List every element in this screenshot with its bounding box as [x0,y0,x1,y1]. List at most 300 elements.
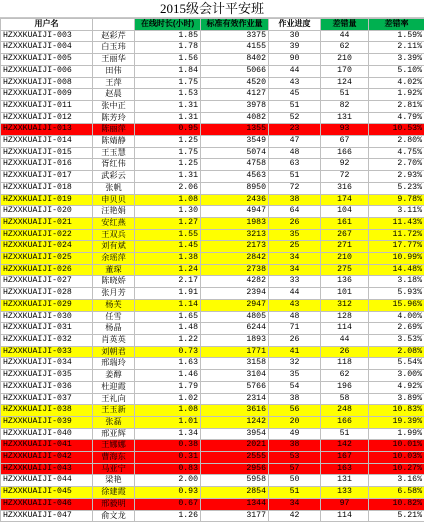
cell-online-hours[interactable]: 1.31 [135,112,201,124]
cell-online-hours[interactable]: 0.31 [135,452,201,464]
cell-errors[interactable]: 170 [321,65,369,77]
header-volume[interactable]: 标准有效作业量 [201,19,269,31]
cell-username[interactable]: HZXXKUAIJI-034 [1,358,93,370]
cell-volume[interactable]: 8402 [201,54,269,66]
cell-volume[interactable]: 3549 [201,136,269,148]
cell-name[interactable]: 张帆 [93,182,135,194]
cell-online-hours[interactable]: 0.67 [135,498,201,510]
cell-progress[interactable]: 38 [269,440,321,452]
cell-progress[interactable]: 20 [269,416,321,428]
cell-progress[interactable]: 39 [269,42,321,54]
cell-username[interactable]: HZXXKUAIJI-026 [1,264,93,276]
cell-error-rate[interactable]: 4.02% [369,77,424,89]
cell-error-rate[interactable]: 5.54% [369,358,424,370]
cell-volume[interactable]: 4155 [201,42,269,54]
cell-volume[interactable]: 4520 [201,77,269,89]
cell-errors[interactable]: 271 [321,241,369,253]
cell-online-hours[interactable]: 1.45 [135,241,201,253]
cell-username[interactable]: HZXXKUAIJI-011 [1,100,93,112]
cell-online-hours[interactable]: 1.79 [135,381,201,393]
cell-online-hours[interactable]: 1.02 [135,393,201,405]
cell-progress[interactable]: 26 [269,334,321,346]
cell-volume[interactable]: 4127 [201,89,269,101]
cell-errors[interactable]: 248 [321,405,369,417]
cell-volume[interactable]: 2854 [201,487,269,499]
cell-errors[interactable]: 118 [321,358,369,370]
cell-volume[interactable]: 8950 [201,182,269,194]
cell-error-rate[interactable]: 2.69% [369,323,424,335]
cell-error-rate[interactable]: 14.48% [369,264,424,276]
cell-progress[interactable]: 64 [269,206,321,218]
cell-progress[interactable]: 71 [269,323,321,335]
cell-progress[interactable]: 51 [269,171,321,183]
cell-errors[interactable]: 104 [321,206,369,218]
cell-online-hours[interactable]: 1.91 [135,288,201,300]
cell-volume[interactable]: 2394 [201,288,269,300]
cell-name[interactable]: 汪艳娟 [93,206,135,218]
cell-online-hours[interactable]: 0.38 [135,440,201,452]
cell-error-rate[interactable]: 10.03% [369,452,424,464]
cell-error-rate[interactable]: 15.96% [369,299,424,311]
cell-volume[interactable]: 3158 [201,358,269,370]
header-errors[interactable]: 差错量 [321,19,369,31]
cell-volume[interactable]: 5074 [201,147,269,159]
cell-name[interactable]: 王玉慧 [93,147,135,159]
cell-progress[interactable]: 34 [269,264,321,276]
cell-name[interactable]: 梁艳 [93,475,135,487]
cell-username[interactable]: HZXXKUAIJI-028 [1,288,93,300]
cell-name[interactable]: 邢瑞玲 [93,358,135,370]
cell-online-hours[interactable]: 1.08 [135,405,201,417]
cell-errors[interactable]: 136 [321,276,369,288]
cell-errors[interactable]: 163 [321,463,369,475]
cell-error-rate[interactable]: 10.01% [369,440,424,452]
cell-errors[interactable]: 210 [321,253,369,265]
cell-error-rate[interactable]: 19.39% [369,416,424,428]
cell-online-hours[interactable]: 1.55 [135,229,201,241]
cell-username[interactable]: HZXXKUAIJI-017 [1,171,93,183]
cell-username[interactable]: HZXXKUAIJI-025 [1,253,93,265]
cell-online-hours[interactable]: 1.25 [135,159,201,171]
cell-progress[interactable]: 48 [269,311,321,323]
cell-errors[interactable]: 131 [321,112,369,124]
cell-username[interactable]: HZXXKUAIJI-014 [1,136,93,148]
cell-online-hours[interactable]: 1.75 [135,77,201,89]
cell-progress[interactable]: 43 [269,299,321,311]
cell-online-hours[interactable]: 1.14 [135,299,201,311]
cell-error-rate[interactable]: 10.27% [369,463,424,475]
cell-username[interactable]: HZXXKUAIJI-030 [1,311,93,323]
cell-errors[interactable]: 114 [321,323,369,335]
cell-volume[interactable]: 1242 [201,416,269,428]
cell-name[interactable]: 王萍 [93,77,135,89]
cell-volume[interactable]: 3375 [201,30,269,42]
cell-name[interactable]: 张月芳 [93,288,135,300]
cell-name[interactable]: 武彩云 [93,171,135,183]
cell-progress[interactable]: 44 [269,288,321,300]
cell-error-rate[interactable]: 2.70% [369,159,424,171]
cell-volume[interactable]: 3978 [201,100,269,112]
cell-username[interactable]: HZXXKUAIJI-032 [1,334,93,346]
cell-name[interactable]: 申贝贝 [93,194,135,206]
cell-error-rate[interactable]: 1.92% [369,89,424,101]
cell-name[interactable]: 王丽华 [93,54,135,66]
cell-error-rate[interactable]: 3.16% [369,475,424,487]
cell-error-rate[interactable]: 1.99% [369,428,424,440]
cell-name[interactable]: 任雪 [93,311,135,323]
cell-progress[interactable]: 51 [269,100,321,112]
cell-online-hours[interactable]: 0.93 [135,487,201,499]
cell-errors[interactable]: 166 [321,147,369,159]
cell-online-hours[interactable]: 1.38 [135,253,201,265]
cell-progress[interactable]: 56 [269,405,321,417]
cell-error-rate[interactable]: 3.89% [369,393,424,405]
cell-name[interactable]: 安红燕 [93,217,135,229]
cell-online-hours[interactable]: 1.22 [135,334,201,346]
cell-name[interactable]: 马亚宁 [93,463,135,475]
cell-progress[interactable]: 52 [269,112,321,124]
cell-error-rate[interactable]: 10.99% [369,253,424,265]
cell-online-hours[interactable]: 1.25 [135,136,201,148]
cell-errors[interactable]: 316 [321,182,369,194]
cell-progress[interactable]: 35 [269,229,321,241]
cell-progress[interactable]: 44 [269,65,321,77]
cell-name[interactable]: 陈丽萍 [93,124,135,136]
cell-online-hours[interactable]: 1.46 [135,370,201,382]
header-error-rate[interactable]: 差错率 [369,19,424,31]
cell-volume[interactable]: 2555 [201,452,269,464]
cell-volume[interactable]: 4563 [201,171,269,183]
cell-errors[interactable]: 196 [321,381,369,393]
cell-errors[interactable]: 72 [321,171,369,183]
cell-name[interactable]: 徐建霞 [93,487,135,499]
cell-name[interactable]: 陈婧静 [93,136,135,148]
cell-errors[interactable]: 44 [321,30,369,42]
cell-progress[interactable]: 72 [269,182,321,194]
cell-errors[interactable]: 26 [321,346,369,358]
cell-progress[interactable]: 47 [269,136,321,148]
cell-error-rate[interactable]: 3.11% [369,206,424,218]
cell-progress[interactable]: 43 [269,77,321,89]
cell-name[interactable]: 姜醇 [93,370,135,382]
cell-name[interactable]: 杜迎霞 [93,381,135,393]
cell-progress[interactable]: 23 [269,124,321,136]
cell-online-hours[interactable]: 2.06 [135,182,201,194]
cell-name[interactable]: 董琛 [93,264,135,276]
cell-online-hours[interactable]: 1.65 [135,311,201,323]
cell-online-hours[interactable]: 1.84 [135,65,201,77]
cell-errors[interactable]: 133 [321,487,369,499]
cell-errors[interactable]: 101 [321,288,369,300]
cell-username[interactable]: HZXXKUAIJI-044 [1,475,93,487]
cell-error-rate[interactable]: 2.11% [369,42,424,54]
cell-volume[interactable]: 3213 [201,229,269,241]
cell-name[interactable]: 王礼向 [93,393,135,405]
cell-error-rate[interactable]: 10.83% [369,405,424,417]
cell-username[interactable]: HZXXKUAIJI-006 [1,65,93,77]
cell-username[interactable]: HZXXKUAIJI-047 [1,510,93,522]
cell-errors[interactable]: 128 [321,311,369,323]
cell-error-rate[interactable]: 10.53% [369,124,424,136]
cell-progress[interactable]: 32 [269,358,321,370]
cell-username[interactable]: HZXXKUAIJI-037 [1,393,93,405]
cell-volume[interactable]: 2947 [201,299,269,311]
cell-progress[interactable]: 41 [269,346,321,358]
cell-progress[interactable]: 51 [269,487,321,499]
cell-name[interactable]: 张磊 [93,416,135,428]
cell-progress[interactable]: 34 [269,498,321,510]
cell-progress[interactable]: 63 [269,159,321,171]
cell-online-hours[interactable]: 1.78 [135,42,201,54]
cell-volume[interactable]: 5066 [201,65,269,77]
cell-errors[interactable]: 97 [321,498,369,510]
cell-username[interactable]: HZXXKUAIJI-027 [1,276,93,288]
cell-volume[interactable]: 4947 [201,206,269,218]
cell-online-hours[interactable]: 1.31 [135,171,201,183]
cell-username[interactable]: HZXXKUAIJI-013 [1,124,93,136]
cell-volume[interactable]: 2314 [201,393,269,405]
cell-online-hours[interactable]: 1.27 [135,217,201,229]
cell-online-hours[interactable]: 1.26 [135,510,201,522]
cell-online-hours[interactable]: 2.00 [135,475,201,487]
cell-errors[interactable]: 114 [321,510,369,522]
cell-progress[interactable]: 49 [269,428,321,440]
cell-volume[interactable]: 3177 [201,510,269,522]
cell-username[interactable]: HZXXKUAIJI-042 [1,452,93,464]
cell-username[interactable]: HZXXKUAIJI-020 [1,206,93,218]
cell-username[interactable]: HZXXKUAIJI-009 [1,89,93,101]
cell-online-hours[interactable]: 1.63 [135,358,201,370]
cell-progress[interactable]: 45 [269,89,321,101]
cell-username[interactable]: HZXXKUAIJI-022 [1,229,93,241]
cell-error-rate[interactable]: 2.08% [369,346,424,358]
cell-name[interactable]: 邢亚辉 [93,428,135,440]
cell-errors[interactable]: 131 [321,475,369,487]
cell-volume[interactable]: 4082 [201,112,269,124]
cell-name[interactable]: 俞文龙 [93,510,135,522]
cell-username[interactable]: HZXXKUAIJI-031 [1,323,93,335]
cell-volume[interactable]: 4805 [201,311,269,323]
cell-progress[interactable]: 48 [269,147,321,159]
cell-username[interactable]: HZXXKUAIJI-021 [1,217,93,229]
cell-username[interactable]: HZXXKUAIJI-015 [1,147,93,159]
cell-progress[interactable]: 53 [269,452,321,464]
cell-name[interactable]: 刘朝君 [93,346,135,358]
cell-username[interactable]: HZXXKUAIJI-012 [1,112,93,124]
cell-online-hours[interactable]: 1.85 [135,30,201,42]
cell-username[interactable]: HZXXKUAIJI-039 [1,416,93,428]
cell-errors[interactable]: 312 [321,299,369,311]
cell-online-hours[interactable]: 1.31 [135,100,201,112]
cell-name[interactable]: 肖英英 [93,334,135,346]
cell-error-rate[interactable]: 2.93% [369,171,424,183]
cell-username[interactable]: HZXXKUAIJI-043 [1,463,93,475]
cell-volume[interactable]: 3616 [201,405,269,417]
cell-name[interactable]: 杨晶 [93,323,135,335]
cell-volume[interactable]: 2842 [201,253,269,265]
cell-errors[interactable]: 161 [321,217,369,229]
cell-errors[interactable]: 92 [321,159,369,171]
cell-username[interactable]: HZXXKUAIJI-029 [1,299,93,311]
cell-volume[interactable]: 3954 [201,428,269,440]
cell-name[interactable]: 白玉玮 [93,42,135,54]
cell-error-rate[interactable]: 10.82% [369,498,424,510]
cell-volume[interactable]: 6244 [201,323,269,335]
cell-errors[interactable]: 62 [321,42,369,54]
cell-errors[interactable]: 62 [321,370,369,382]
cell-online-hours[interactable]: 1.30 [135,206,201,218]
cell-error-rate[interactable]: 3.39% [369,54,424,66]
cell-username[interactable]: HZXXKUAIJI-046 [1,498,93,510]
cell-volume[interactable]: 2436 [201,194,269,206]
cell-error-rate[interactable]: 6.58% [369,487,424,499]
cell-progress[interactable]: 26 [269,217,321,229]
cell-error-rate[interactable]: 4.75% [369,147,424,159]
cell-progress[interactable]: 57 [269,463,321,475]
cell-username[interactable]: HZXXKUAIJI-035 [1,370,93,382]
cell-username[interactable]: HZXXKUAIJI-003 [1,30,93,42]
cell-volume[interactable]: 1983 [201,217,269,229]
cell-error-rate[interactable]: 4.79% [369,112,424,124]
cell-username[interactable]: HZXXKUAIJI-036 [1,381,93,393]
cell-username[interactable]: HZXXKUAIJI-004 [1,42,93,54]
cell-volume[interactable]: 1771 [201,346,269,358]
header-name[interactable] [93,19,135,31]
cell-error-rate[interactable]: 5.21% [369,510,424,522]
cell-online-hours[interactable]: 0.95 [135,124,201,136]
cell-progress[interactable]: 34 [269,253,321,265]
cell-progress[interactable]: 25 [269,241,321,253]
cell-error-rate[interactable]: 9.78% [369,194,424,206]
cell-errors[interactable]: 166 [321,416,369,428]
cell-volume[interactable]: 2956 [201,463,269,475]
cell-errors[interactable]: 51 [321,89,369,101]
cell-username[interactable]: HZXXKUAIJI-024 [1,241,93,253]
cell-errors[interactable]: 142 [321,440,369,452]
cell-progress[interactable]: 30 [269,30,321,42]
cell-error-rate[interactable]: 2.81% [369,100,424,112]
cell-error-rate[interactable]: 4.92% [369,381,424,393]
cell-error-rate[interactable]: 5.23% [369,182,424,194]
cell-name[interactable]: 赵彩芹 [93,30,135,42]
cell-username[interactable]: HZXXKUAIJI-038 [1,405,93,417]
cell-volume[interactable]: 1893 [201,334,269,346]
cell-errors[interactable]: 82 [321,100,369,112]
cell-volume[interactable]: 4282 [201,276,269,288]
cell-username[interactable]: HZXXKUAIJI-045 [1,487,93,499]
cell-username[interactable]: HZXXKUAIJI-008 [1,77,93,89]
cell-error-rate[interactable]: 11.72% [369,229,424,241]
cell-errors[interactable]: 44 [321,334,369,346]
cell-name[interactable]: 余瑶萍 [93,253,135,265]
cell-errors[interactable]: 275 [321,264,369,276]
cell-name[interactable]: 胥红伟 [93,159,135,171]
cell-progress[interactable]: 35 [269,370,321,382]
cell-online-hours[interactable]: 1.34 [135,428,201,440]
cell-volume[interactable]: 2738 [201,264,269,276]
header-online-hours[interactable]: 在线时长(小时) [135,19,201,31]
cell-online-hours[interactable]: 0.73 [135,346,201,358]
cell-progress[interactable]: 38 [269,393,321,405]
cell-name[interactable]: 王玉新 [93,405,135,417]
cell-volume[interactable]: 3104 [201,370,269,382]
cell-name[interactable]: 陈晓娇 [93,276,135,288]
cell-progress[interactable]: 38 [269,194,321,206]
cell-error-rate[interactable]: 17.77% [369,241,424,253]
cell-error-rate[interactable]: 5.93% [369,288,424,300]
cell-volume[interactable]: 1355 [201,124,269,136]
cell-errors[interactable]: 167 [321,452,369,464]
cell-volume[interactable]: 1344 [201,498,269,510]
cell-error-rate[interactable]: 3.18% [369,276,424,288]
cell-progress[interactable]: 33 [269,276,321,288]
cell-progress[interactable]: 50 [269,475,321,487]
cell-name[interactable]: 王娜娜 [93,440,135,452]
cell-name[interactable]: 刘有斌 [93,241,135,253]
cell-error-rate[interactable]: 3.00% [369,370,424,382]
cell-error-rate[interactable]: 1.59% [369,30,424,42]
cell-username[interactable]: HZXXKUAIJI-033 [1,346,93,358]
cell-name[interactable]: 张中正 [93,100,135,112]
cell-errors[interactable]: 51 [321,428,369,440]
cell-progress[interactable]: 42 [269,510,321,522]
cell-name[interactable]: 邢毅明 [93,498,135,510]
cell-online-hours[interactable]: 1.53 [135,89,201,101]
cell-volume[interactable]: 4758 [201,159,269,171]
cell-volume[interactable]: 5958 [201,475,269,487]
cell-username[interactable]: HZXXKUAIJI-016 [1,159,93,171]
cell-errors[interactable]: 93 [321,124,369,136]
cell-name[interactable]: 赵晨 [93,89,135,101]
cell-username[interactable]: HZXXKUAIJI-019 [1,194,93,206]
cell-progress[interactable]: 90 [269,54,321,66]
header-progress[interactable]: 作业进度 [269,19,321,31]
cell-errors[interactable]: 210 [321,54,369,66]
cell-volume[interactable]: 2021 [201,440,269,452]
cell-name[interactable]: 杨芙 [93,299,135,311]
cell-volume[interactable]: 2173 [201,241,269,253]
cell-error-rate[interactable]: 4.00% [369,311,424,323]
cell-error-rate[interactable]: 11.43% [369,217,424,229]
cell-errors[interactable]: 174 [321,194,369,206]
cell-name[interactable]: 陈芳玲 [93,112,135,124]
cell-online-hours[interactable]: 2.17 [135,276,201,288]
cell-volume[interactable]: 5766 [201,381,269,393]
cell-online-hours[interactable]: 1.75 [135,147,201,159]
cell-online-hours[interactable]: 1.56 [135,54,201,66]
cell-error-rate[interactable]: 5.10% [369,65,424,77]
cell-progress[interactable]: 54 [269,381,321,393]
cell-error-rate[interactable]: 2.80% [369,136,424,148]
cell-online-hours[interactable]: 1.08 [135,194,201,206]
cell-name[interactable]: 王双兵 [93,229,135,241]
cell-errors[interactable]: 67 [321,136,369,148]
cell-username[interactable]: HZXXKUAIJI-018 [1,182,93,194]
cell-name[interactable]: 曹海东 [93,452,135,464]
cell-username[interactable]: HZXXKUAIJI-005 [1,54,93,66]
cell-username[interactable]: HZXXKUAIJI-041 [1,440,93,452]
cell-errors[interactable]: 124 [321,77,369,89]
header-username[interactable]: 用户名 [1,19,93,31]
cell-name[interactable]: 田伟 [93,65,135,77]
cell-errors[interactable]: 58 [321,393,369,405]
cell-error-rate[interactable]: 3.53% [369,334,424,346]
cell-online-hours[interactable]: 1.01 [135,416,201,428]
cell-online-hours[interactable]: 1.24 [135,264,201,276]
cell-online-hours[interactable]: 0.83 [135,463,201,475]
cell-online-hours[interactable]: 1.48 [135,323,201,335]
cell-username[interactable]: HZXXKUAIJI-040 [1,428,93,440]
